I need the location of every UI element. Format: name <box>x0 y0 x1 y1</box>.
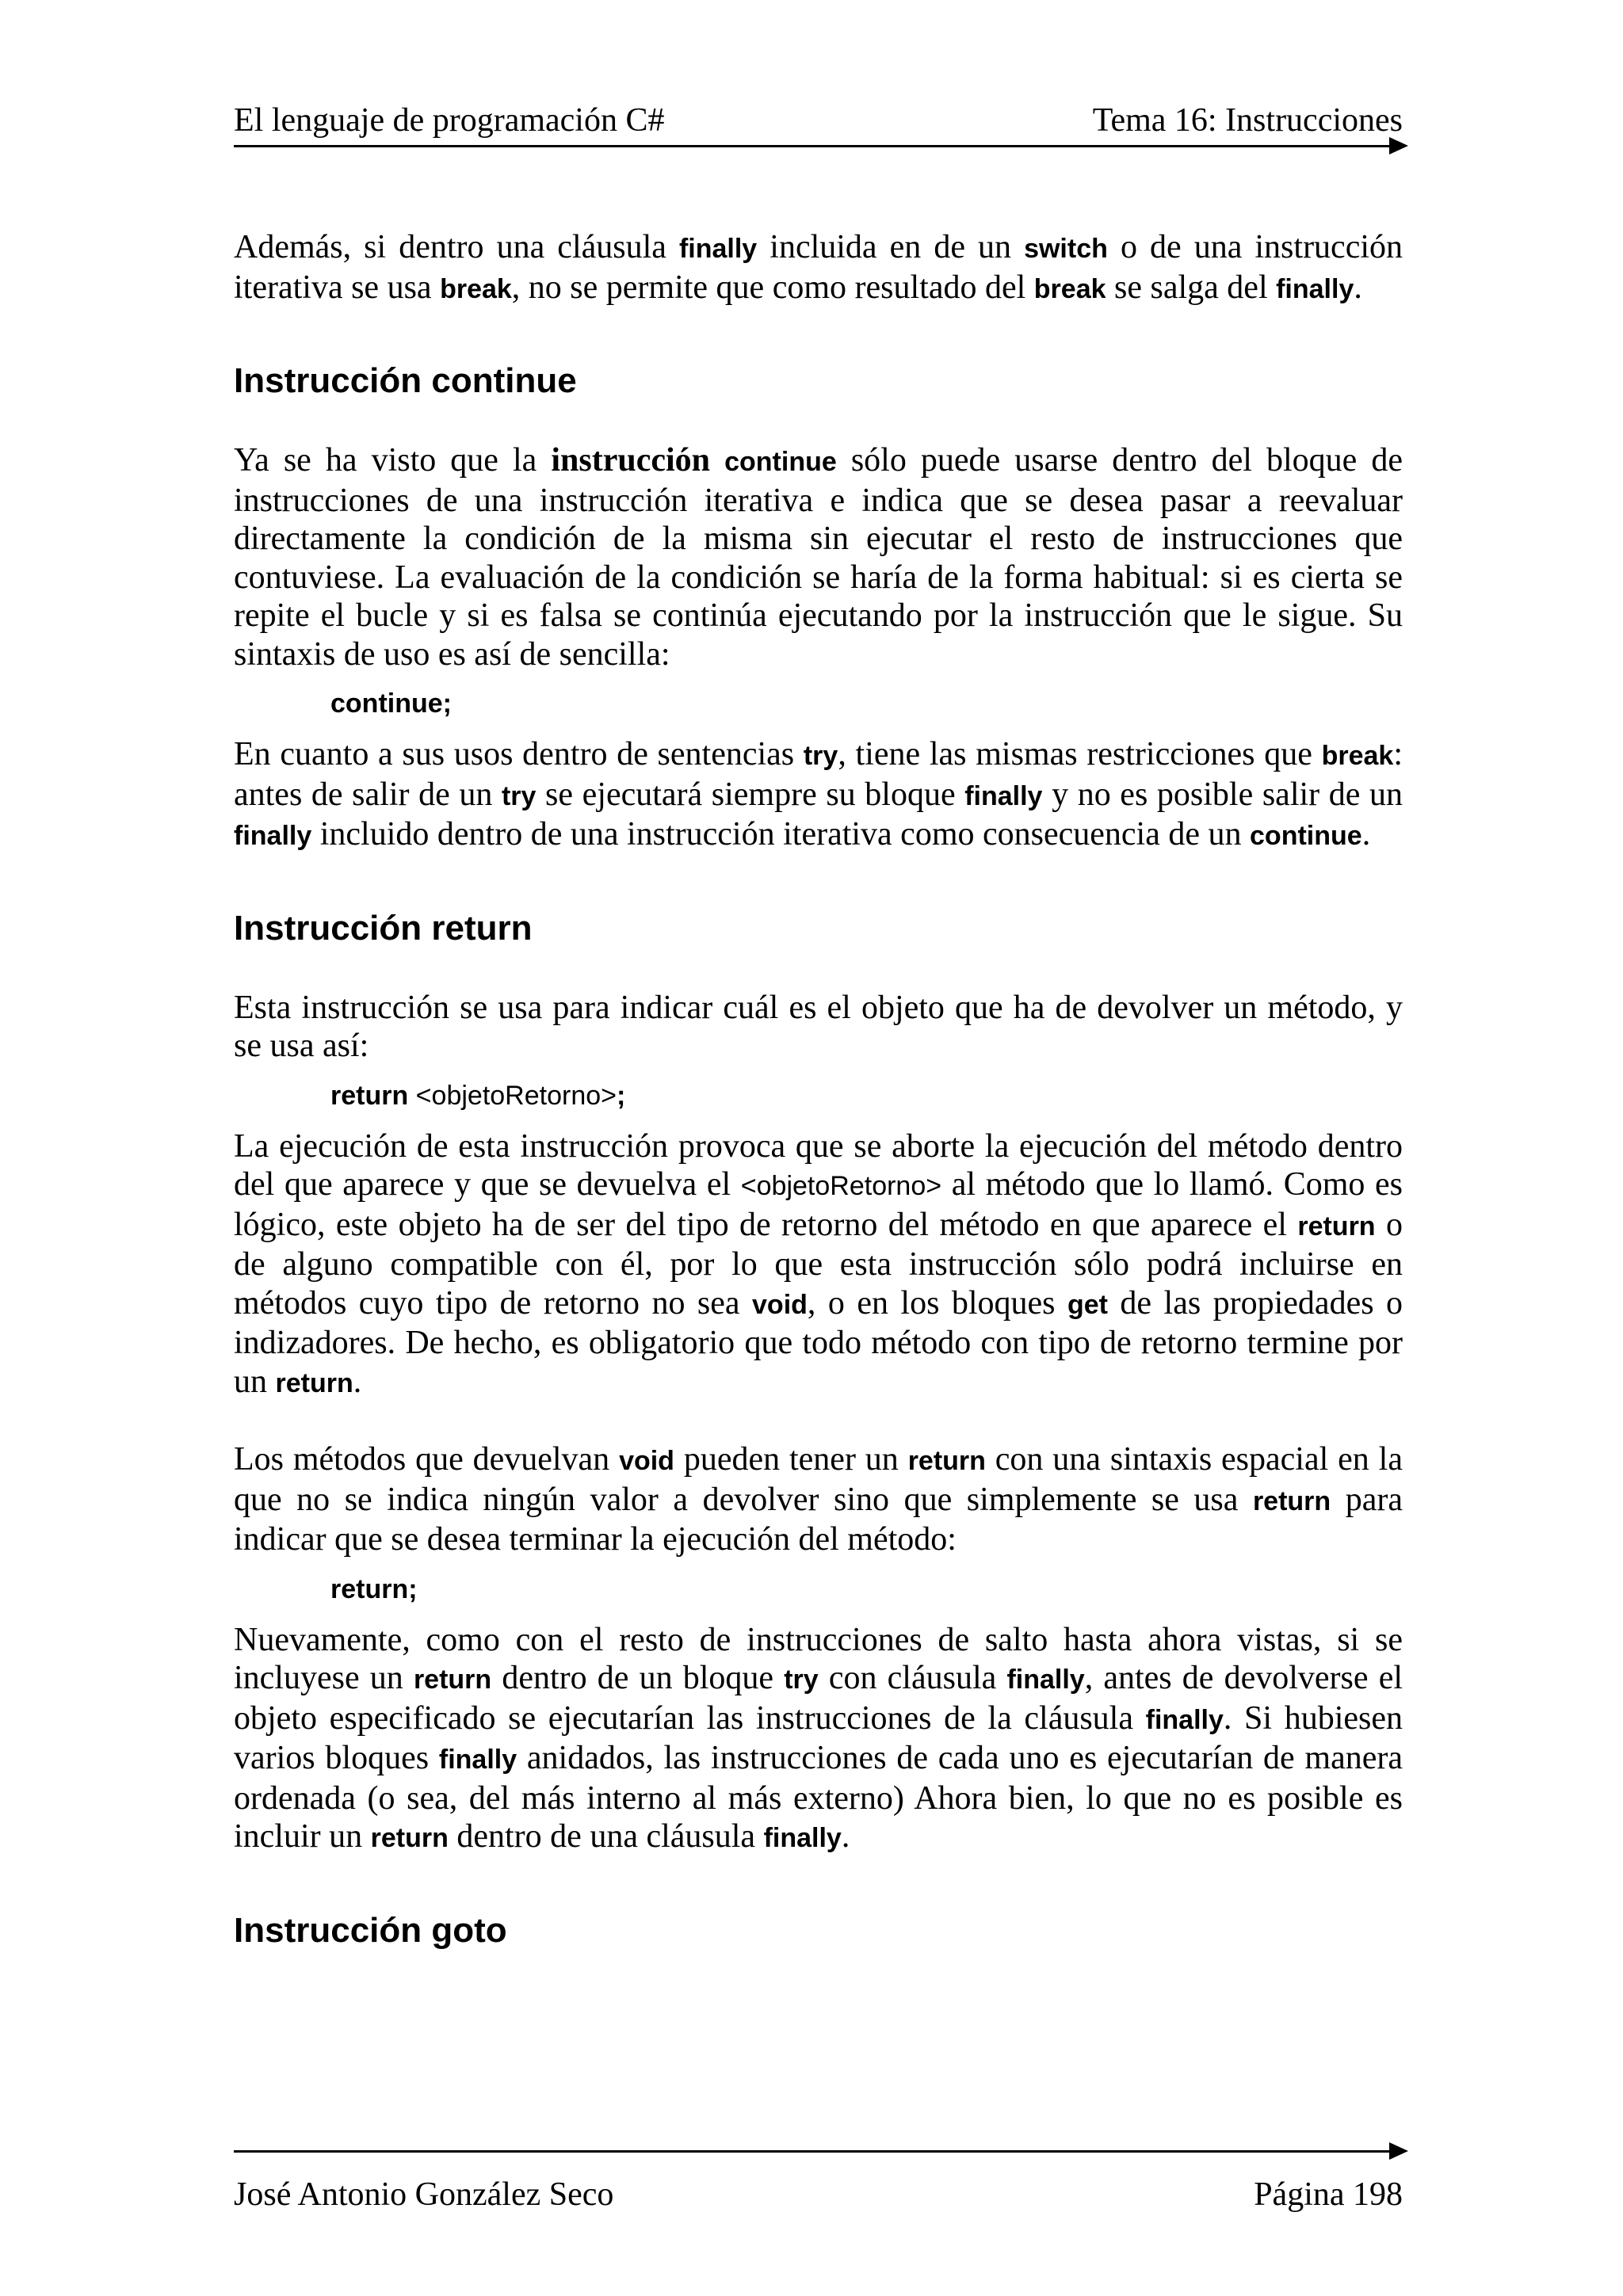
paragraph-continue-intro: Ya se ha visto que la instrucción continue sólo puede usarse dentro del bloque de instrucciones de una instrucción iterativa e indica que se desea pasar a reevaluar directamente la condición de la misma sin ejecutar el resto de instrucciones que contuviese. La evaluación de la condición se haría de la forma habitual: si es cierta se repite el bucle y si es falsa se continúa ejecutando por la instrucción que le sigue. Su sintaxis de uso es así de sencilla: <box>234 442 1403 673</box>
header-rule-arrow <box>234 145 1391 147</box>
paragraph-return-intro: Esta instrucción se usa para indicar cuál es el objeto que ha de devolver un método, y se usa así: <box>234 989 1403 1064</box>
paragraph-return-void: Los métodos que devuelvan void pueden tener un return con una sintaxis espacial en la que no se indica ningún valor a devolver sino que simplemente se usa return para indicar que se desea terminar la ejecución del método: <box>234 1441 1403 1558</box>
page-header <box>234 97 1403 144</box>
paragraph-return-finally: Nuevamente, como con el resto de instrucciones de salto hasta ahora vistas, si se incluyese un return dentro de un bloque try con cláusula finally, antes de devolverse el objeto especificado se ejecutarían las instrucciones de la cláusula finally. Si hubiesen varios bloques finally anidados, las instrucciones de cada uno es ejecutarían de manera ordenada (o sea, del más interno al más externo) Ahora bien, lo que no es posible es incluir un return dentro de una cláusula finally. <box>234 1621 1403 1855</box>
page-footer <box>234 2171 1403 2218</box>
footer-page-number: Página 198 <box>1254 2176 1403 2213</box>
footer-author: José Antonio González Seco <box>234 2176 614 2213</box>
paragraph-return-semantics: La ejecución de esta instrucción provoca que se aborte la ejecución del método dentro del que aparece y que se devuelva el <objetoRetorno> al método que lo llamó. Como es lógico, este objeto ha de ser del tipo de retorno del método en que aparece el return o de alguno compatible con él, por lo que esta instrucción sólo podrá incluirse en métodos cuyo tipo de retorno no sea void, o en los bloques get de las propiedades o indizadores. De hecho, es obligatorio que todo método con tipo de retorno termine por un return. <box>234 1127 1403 1400</box>
paragraph-continue-try: En cuanto a sus usos dentro de sentencias try, tiene las mismas restricciones que break: antes de salir de un try se ejecutará siempre su bloque finally y no es posible salir de un finally incluido dentro de una instrucción iterativa como consecuencia de un continue. <box>234 736 1403 852</box>
page-body <box>234 228 1403 1953</box>
heading-return: Instrucción return <box>234 908 533 948</box>
code-return: return; <box>330 1573 418 1604</box>
header-chapter-title: Tema 16: Instrucciones <box>1092 102 1403 139</box>
paragraph-finally-break: Además, si dentro una cláusula finally incluida en de un switch o de una instrucción iterativa se usa break, no se permite que como resultado del break se salga del finally. <box>234 229 1403 306</box>
heading-goto: Instrucción goto <box>234 1910 507 1950</box>
footer-rule-arrow <box>234 2150 1391 2153</box>
header-book-title: El lenguaje de programación C# <box>234 102 665 139</box>
code-continue: continue; <box>330 688 452 719</box>
heading-continue: Instrucción continue <box>234 361 577 400</box>
code-return-object: return <objetoRetorno>; <box>330 1080 626 1111</box>
